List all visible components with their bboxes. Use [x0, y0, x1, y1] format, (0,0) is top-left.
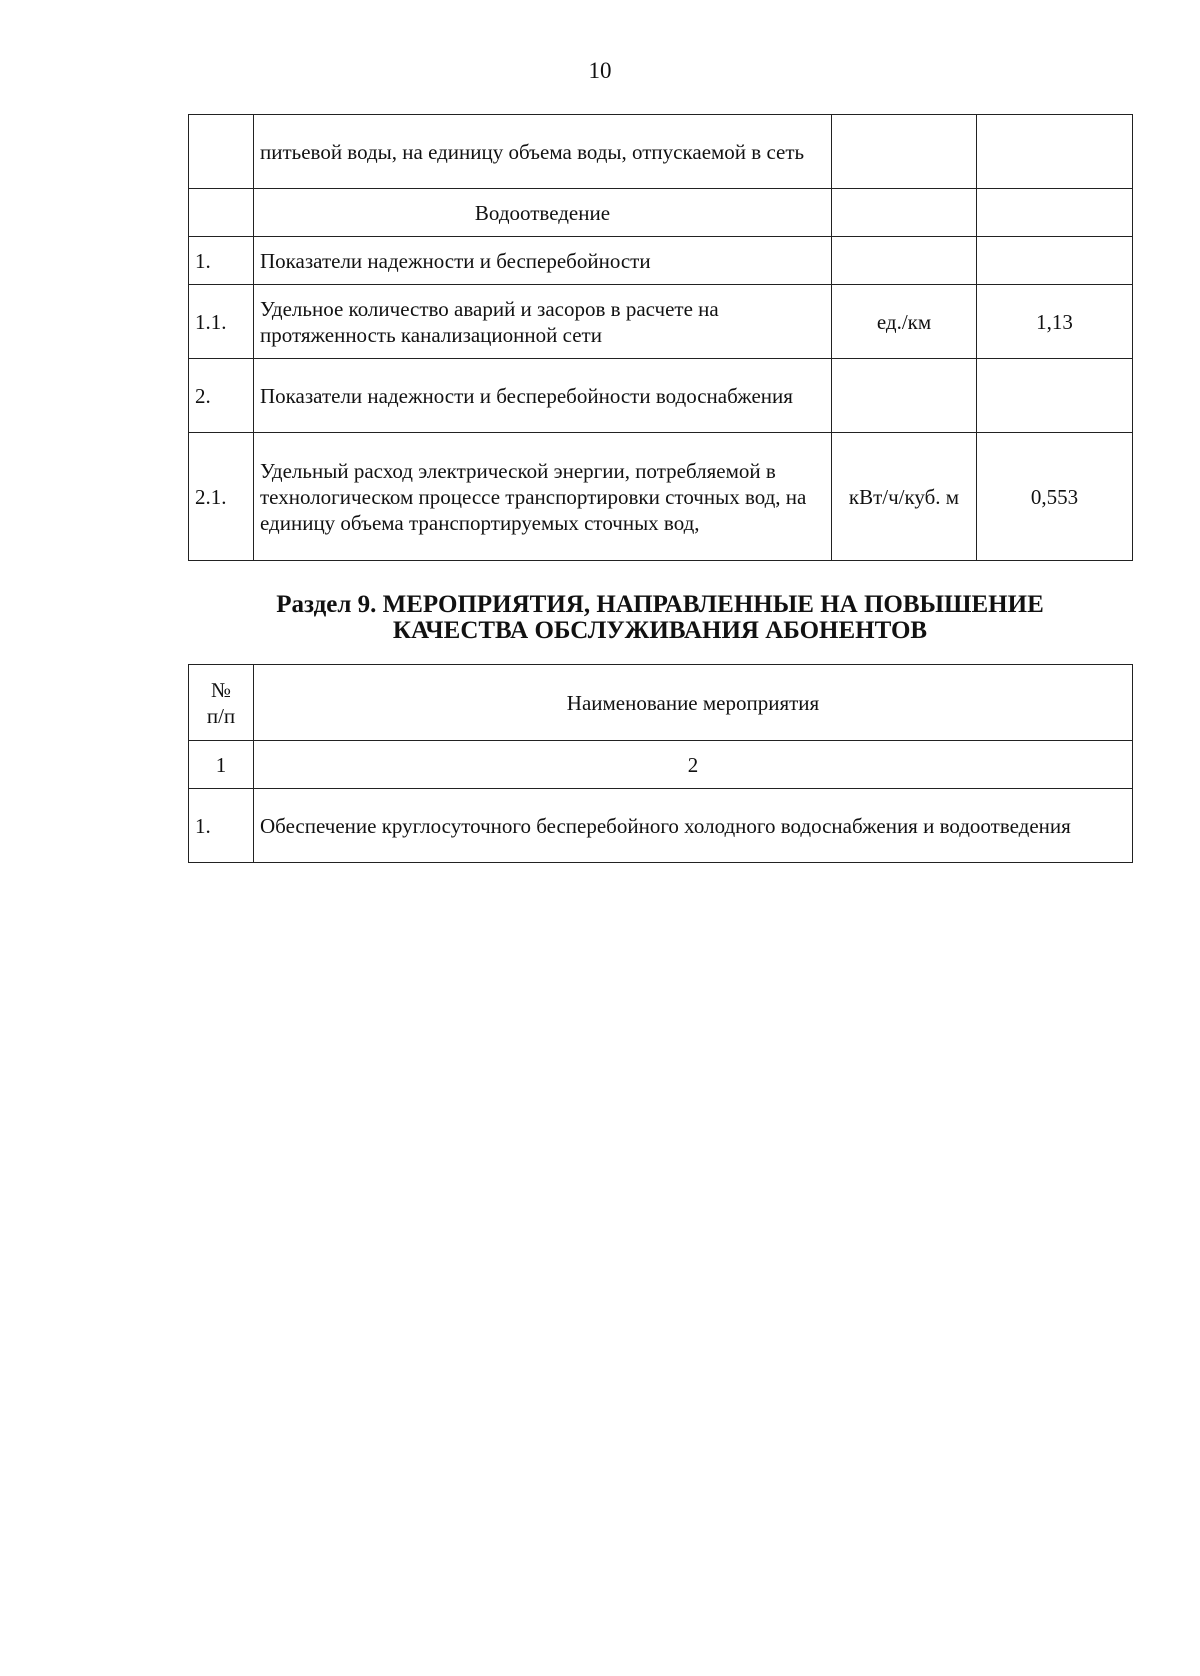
row-number: 2.1. [189, 433, 254, 561]
indicator-name: Удельное количество аварий и засоров в расчете на протяженность канализационной сети [254, 285, 832, 359]
indicator-name: питьевой воды, на единицу объема воды, отпускаемой в сеть [254, 115, 832, 189]
header-number-symbol: № [210, 677, 232, 702]
unit-cell: ед./км [832, 285, 977, 359]
header-number [189, 665, 254, 741]
table-row [189, 285, 1133, 359]
value-cell [977, 359, 1133, 433]
value-cell [977, 189, 1133, 237]
column-number: 1 [189, 741, 254, 789]
row-number [189, 189, 254, 237]
section-9-heading [188, 592, 1132, 644]
table-row [189, 189, 1133, 237]
table-row [189, 789, 1133, 863]
table-header-row [189, 665, 1133, 741]
section-title-line: КАЧЕСТВА ОБСЛУЖИВАНИЯ АБОНЕНТОВ [392, 617, 928, 644]
table-row [189, 237, 1133, 285]
unit-cell [832, 237, 977, 285]
section-title-line: Раздел 9. МЕРОПРИЯТИЯ, НАПРАВЛЕННЫЕ НА ПОВЫШЕНИЕ [276, 591, 1044, 618]
row-number: 1. [189, 237, 254, 285]
measure-name: Обеспечение круглосуточного бесперебойного холодного водоснабжения и водоотведения [254, 789, 1133, 863]
indicators-table [188, 114, 1133, 561]
unit-cell [832, 115, 977, 189]
row-number [189, 115, 254, 189]
table-row [189, 115, 1133, 189]
unit-cell [832, 189, 977, 237]
header-measure-name: Наименование мероприятия [254, 665, 1133, 741]
unit-cell: кВт/ч/куб. м [832, 433, 977, 561]
column-number-row [189, 741, 1133, 789]
value-cell: 1,13 [977, 285, 1133, 359]
value-cell [977, 237, 1133, 285]
row-number: 1. [189, 789, 254, 863]
indicator-name: Удельный расход электрической энергии, потребляемой в технологическом процессе транспортировки сточных вод, на единицу объема транспортируемых сточных вод, [254, 433, 832, 561]
section-label-wastewater: Водоотведение [254, 189, 832, 237]
column-number: 2 [254, 741, 1133, 789]
row-number: 1.1. [189, 285, 254, 359]
value-cell: 0,553 [977, 433, 1133, 561]
indicator-name: Показатели надежности и бесперебойности водоснабжения [254, 359, 832, 433]
table-row [189, 433, 1133, 561]
indicator-name: Показатели надежности и бесперебойности [254, 237, 832, 285]
row-number: 2. [189, 359, 254, 433]
header-number-abbr: п/п [206, 703, 236, 728]
table-row [189, 359, 1133, 433]
measures-table [188, 664, 1133, 863]
value-cell [977, 115, 1133, 189]
page-number: 10 [588, 58, 612, 83]
unit-cell [832, 359, 977, 433]
